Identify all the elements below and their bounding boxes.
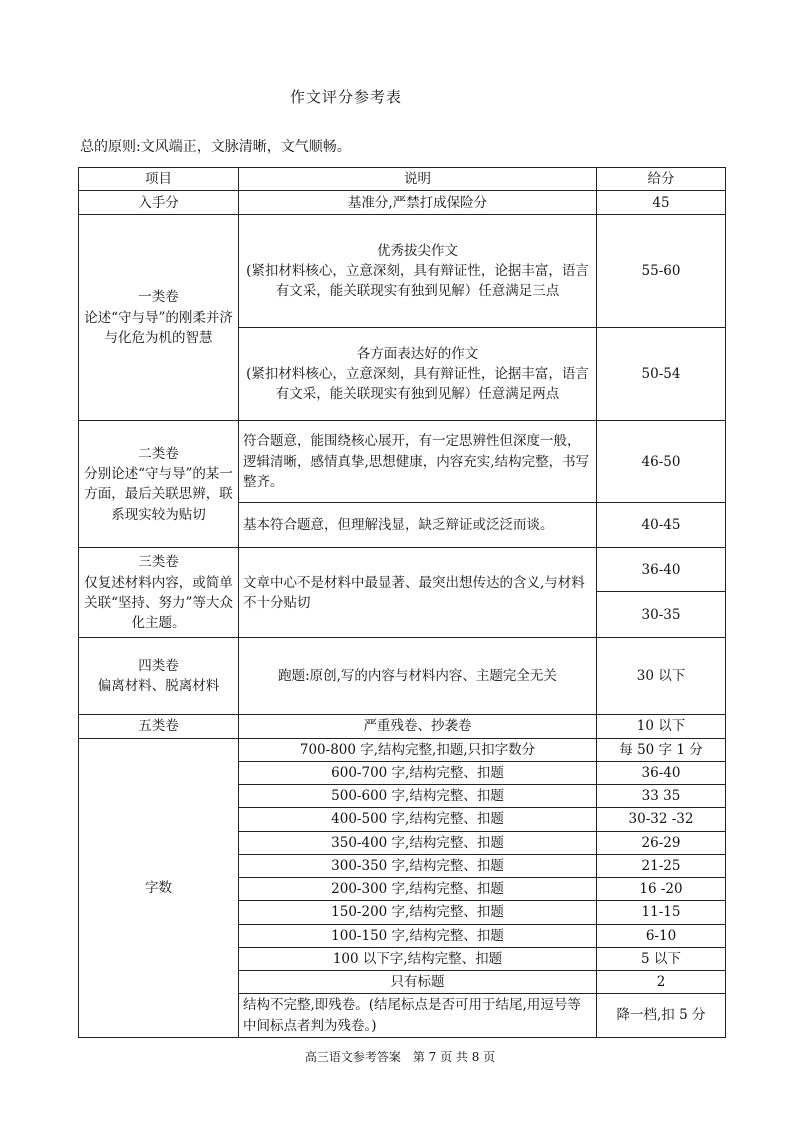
general-principle: 总的原则:文风端正，文脉清晰，文气顺畅。: [80, 139, 351, 155]
class1-excellent-score: 55-60: [597, 215, 726, 328]
wordcount-desc: 100-150 字,结构完整、扣题: [239, 924, 597, 947]
class2-row-1: [79, 421, 726, 503]
class5-title: 五类卷: [79, 715, 239, 738]
page-title: 作文评分参考表: [290, 88, 403, 106]
class1-good-detail: (紧扣材料核心，立意深刻，具有辩证性，论据丰富，语言有文采，能关联现实有独到见解）任意满足两点: [246, 366, 589, 403]
wordcount-desc: 只有标题: [239, 971, 597, 994]
class1-good-cell: [239, 328, 597, 421]
header-score: 给分: [597, 168, 726, 191]
wordcount-score: 16 -20: [597, 878, 726, 901]
header-desc: 说明: [239, 168, 597, 191]
header-item: 项目: [79, 168, 239, 191]
class1-excellent-cell: [239, 215, 597, 328]
entry-row: [79, 191, 726, 215]
class2-detail-1: 符合题意，能围绕核心展开，有一定思辨性但深度一般，逻辑清晰，感情真挚,思想健康，内容充实,结构完整，书写整齐。: [239, 421, 597, 503]
class3-row-1: [79, 548, 726, 592]
wordcount-desc: 200-300 字,结构完整、扣题: [239, 878, 597, 901]
wordcount-score: 30-32 -32: [597, 808, 726, 831]
incomplete-desc: 结构不完整,即残卷。(结尾标点是否可用于结尾,用逗号等中间标点者判为残卷。): [239, 994, 597, 1038]
wordcount-row: [79, 738, 726, 761]
class1-excellent-detail: (紧扣材料核心，立意深刻，具有辩证性，论据丰富，语言有文采，能关联现实有独到见解）任意满足三点: [246, 263, 589, 300]
wordcount-score: 5 以下: [597, 947, 726, 970]
wordcount-score: 11-15: [597, 901, 726, 924]
class4-detail: 跑题:原创,写的内容与材料内容、主题完全无关: [239, 638, 597, 715]
class3-detail: 文章中心不是材料中最显著、最突出想传达的含义,与材料不十分贴切: [239, 548, 597, 638]
header-row: [79, 168, 726, 191]
class2-desc: 分别论述“守与导”的某一方面，最后关联思辨，联系现实较为贴切: [84, 466, 233, 523]
class3-title: 三类卷: [138, 554, 179, 571]
wordcount-score: 6-10: [597, 924, 726, 947]
class3-score-2: 30-35: [597, 592, 726, 638]
class4-row: [79, 638, 726, 715]
entry-item: 入手分: [79, 191, 239, 215]
class2-title: 二类卷: [138, 445, 179, 462]
wordcount-score: 33 35: [597, 785, 726, 808]
wordcount-score: 26-29: [597, 831, 726, 854]
wordcount-desc: 150-200 字,结构完整、扣题: [239, 901, 597, 924]
wordcount-desc: 400-500 字,结构完整、扣题: [239, 808, 597, 831]
wordcount-desc: 300-350 字,结构完整、扣题: [239, 854, 597, 877]
entry-score: 45: [597, 191, 726, 215]
class1-row-1: [79, 215, 726, 328]
wordcount-desc: 600-700 字,结构完整、扣题: [239, 761, 597, 784]
class2-score-1: 46-50: [597, 421, 726, 503]
class5-detail: 严重残卷、抄袭卷: [239, 715, 597, 738]
class1-label: [79, 215, 239, 421]
class3-score-1: 36-40: [597, 548, 726, 592]
class1-good-heading: 各方面表达好的作文: [356, 345, 479, 362]
class3-desc: 仅复述材料内容，或简单关联“坚持、努力”等大众化主题。: [84, 574, 233, 631]
wordcount-score: 每 50 字 1 分: [597, 738, 726, 761]
class5-score: 10 以下: [597, 715, 726, 738]
wordcount-label: 字数: [79, 738, 239, 1037]
entry-desc: 基准分,严禁打成保险分: [239, 191, 597, 215]
class1-title: 一类卷: [138, 289, 179, 306]
class4-title: 四类卷: [138, 658, 179, 674]
class2-label: [79, 421, 239, 548]
page-footer: 高三语文参考答案 第 7 页 共 8 页: [304, 1050, 496, 1064]
class3-label: [79, 548, 239, 638]
class4-label: [79, 638, 239, 715]
class1-excellent-heading: 优秀拔尖作文: [377, 242, 458, 259]
class4-score: 30 以下: [597, 638, 726, 715]
wordcount-score: 21-25: [597, 854, 726, 877]
class1-desc: 论述“守与导”的刚柔并济与化危为机的智慧: [84, 309, 233, 346]
class5-row: [79, 715, 726, 738]
wordcount-desc: 700-800 字,结构完整,扣题,只扣字数分: [239, 738, 597, 761]
class1-good-score: 50-54: [597, 328, 726, 421]
scoring-table: [78, 167, 726, 1038]
class2-detail-2: 基本符合题意，但理解浅显，缺乏辩证或泛泛而谈。: [239, 503, 597, 548]
wordcount-desc: 500-600 字,结构完整、扣题: [239, 785, 597, 808]
wordcount-score: 2: [597, 971, 726, 994]
class2-score-2: 40-45: [597, 503, 726, 548]
class4-desc: 偏离材料、脱离材料: [97, 678, 220, 695]
incomplete-score: 降一档,扣 5 分: [597, 994, 726, 1038]
wordcount-desc: 100 以下字,结构完整、扣题: [239, 947, 597, 970]
wordcount-score: 36-40: [597, 761, 726, 784]
wordcount-desc: 350-400 字,结构完整、扣题: [239, 831, 597, 854]
